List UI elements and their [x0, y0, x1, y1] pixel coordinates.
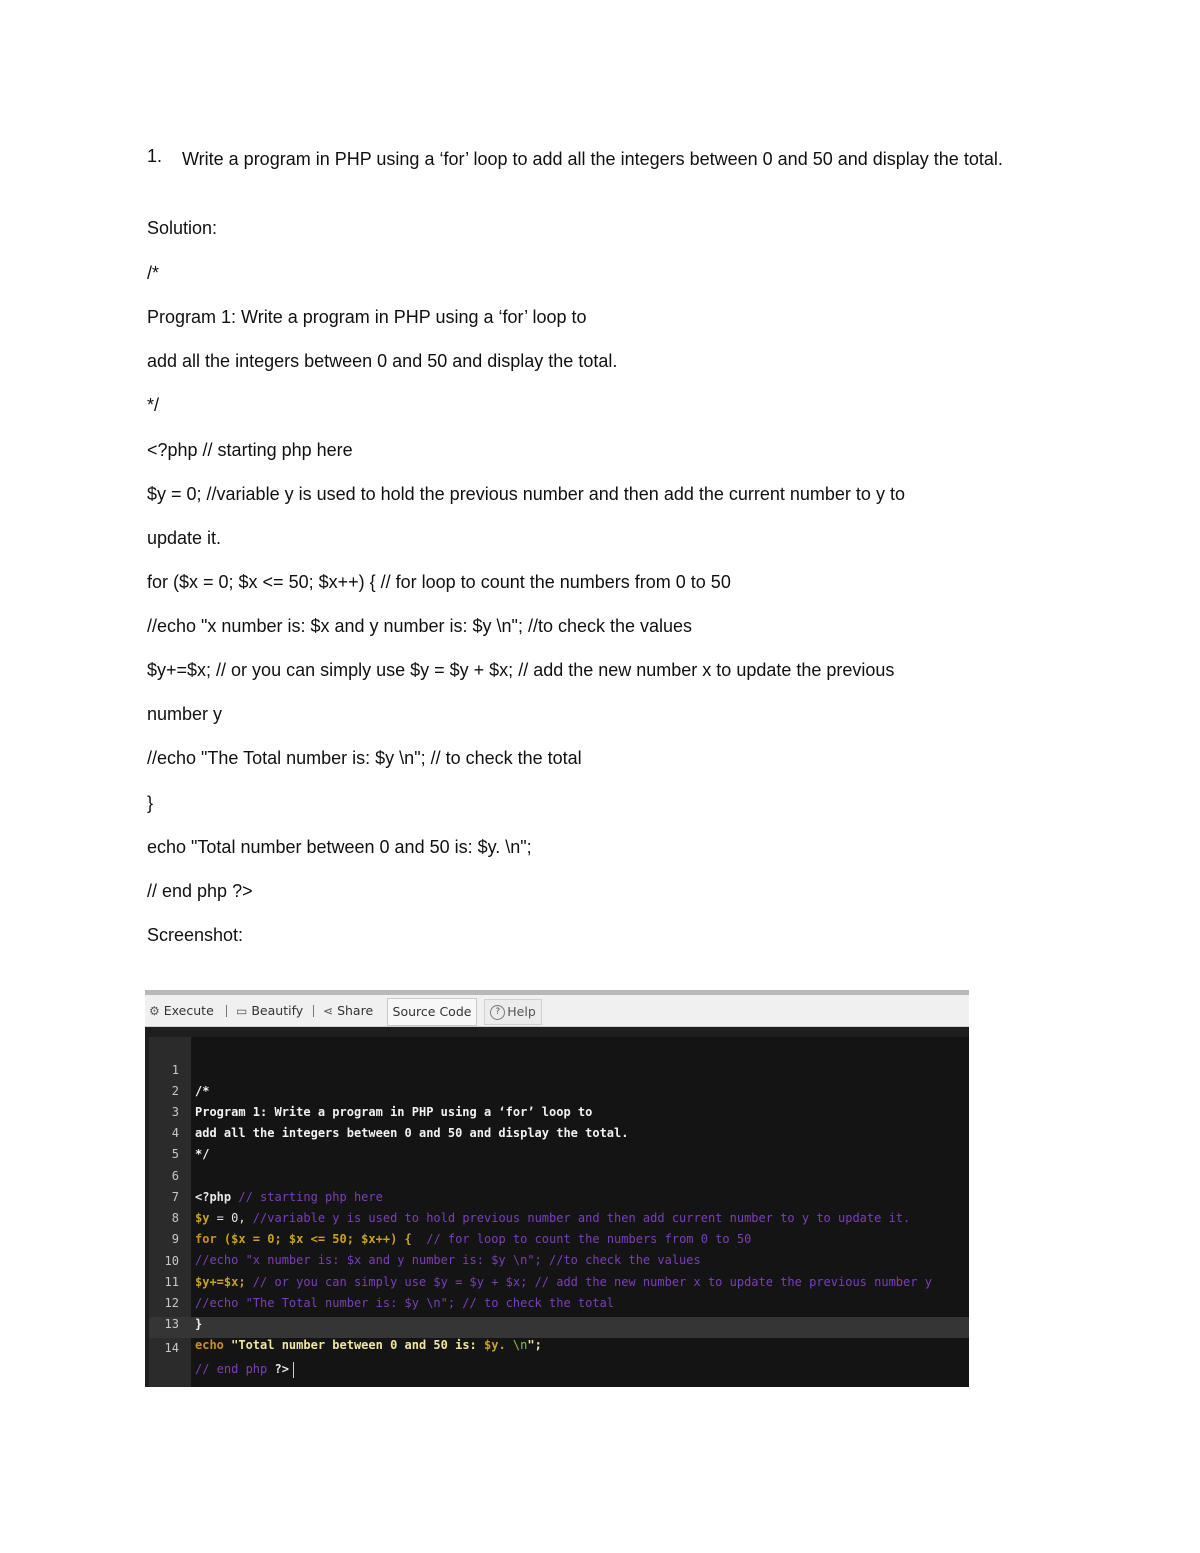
solution-label: Solution:: [147, 218, 218, 238]
code-line: 5: [171, 1147, 179, 1161]
doc-line: update it.: [147, 528, 222, 548]
code-line: 7 $y = 0, //variable y is used to hold previous number and then add current number to y to update it.: [171, 1190, 911, 1225]
code-line: 14 // end php ?>: [145, 1317, 969, 1338]
code-line: 13 echo "Total number between 0 and 50 is: $y. \n";: [164, 1317, 542, 1352]
question-text: Write a program in PHP using a ‘for’ loop to add all the integers between 0 and 50 and display the total.: [182, 149, 1003, 169]
code-line: 6 <?php // starting php here: [171, 1169, 383, 1204]
code-line: 4 */: [171, 1126, 210, 1161]
doc-line: }: [147, 793, 154, 813]
code-line: 1 /*: [171, 1063, 210, 1098]
doc-line: add all the integers between 0 and 50 and display the total.: [147, 351, 618, 371]
tab-source-code[interactable]: Source Code: [387, 998, 477, 1026]
beautify-button[interactable]: ▭ Beautify: [236, 995, 303, 1026]
doc-line: echo "Total number between 0 and 50 is: $y. \n";: [147, 837, 532, 857]
doc-line: $y+=$x; // or you can simply use $y = $y + $x; // add the new number x to update the previous: [147, 660, 895, 680]
help-icon: ?: [490, 1005, 505, 1020]
code-line: 3 add all the integers between 0 and 50 and display the total.: [171, 1105, 629, 1140]
doc-line: Program 1: Write a program in PHP using a ‘for’ loop to: [147, 307, 587, 327]
code-line: 11 //echo "The Total number is: $y \n"; // to check the total: [164, 1275, 615, 1310]
editor-screenshot: [145, 990, 969, 1387]
doc-line: for ($x = 0; $x <= 50; $x++) { // for loop to count the numbers from 0 to 50: [147, 572, 731, 592]
code-line: 12 }: [164, 1296, 203, 1331]
doc-line: */: [147, 395, 160, 415]
execute-button[interactable]: ⚙ Execute: [149, 995, 214, 1026]
code-line: 10 $y+=$x; // or you can simply use $y = $y + $x; // add the new number x to update the previous number y: [164, 1254, 932, 1289]
help-button[interactable]: ? Help: [484, 999, 542, 1025]
question-number: 1.: [147, 146, 163, 166]
code-line: 8 for ($x = 0; $x <= 50; $x++) { // for loop to count the numbers from 0 to 50: [171, 1211, 752, 1246]
doc-line: $y = 0; //variable y is used to hold the previous number and then add the current number to y to: [147, 484, 905, 504]
doc-line: //echo "The Total number is: $y \n"; // to check the total: [147, 748, 582, 768]
doc-line: // end php ?>: [147, 881, 253, 901]
editor-toolbar: [145, 995, 969, 1027]
screenshot-label: Screenshot:: [147, 925, 244, 945]
toolbar-divider: [313, 1005, 314, 1017]
beautify-icon: ▭: [236, 1004, 248, 1018]
doc-line: number y: [147, 704, 223, 724]
code-line: 2 Program 1: Write a program in PHP using a ‘for’ loop to: [171, 1084, 593, 1119]
doc-line: <?php // starting php here: [147, 440, 353, 460]
text-cursor: [293, 1362, 294, 1378]
share-icon: ⋖: [323, 1004, 334, 1018]
gears-icon: ⚙: [149, 1004, 160, 1018]
doc-line: //echo "x number is: $x and y number is: $y \n"; //to check the values: [147, 616, 693, 636]
code-line: 9 //echo "x number is: $x and y number is: $y \n"; //to check the values: [171, 1232, 701, 1267]
share-button[interactable]: ⋖ Share: [323, 995, 373, 1026]
doc-line: /*: [147, 263, 160, 283]
toolbar-divider: [226, 1005, 227, 1017]
